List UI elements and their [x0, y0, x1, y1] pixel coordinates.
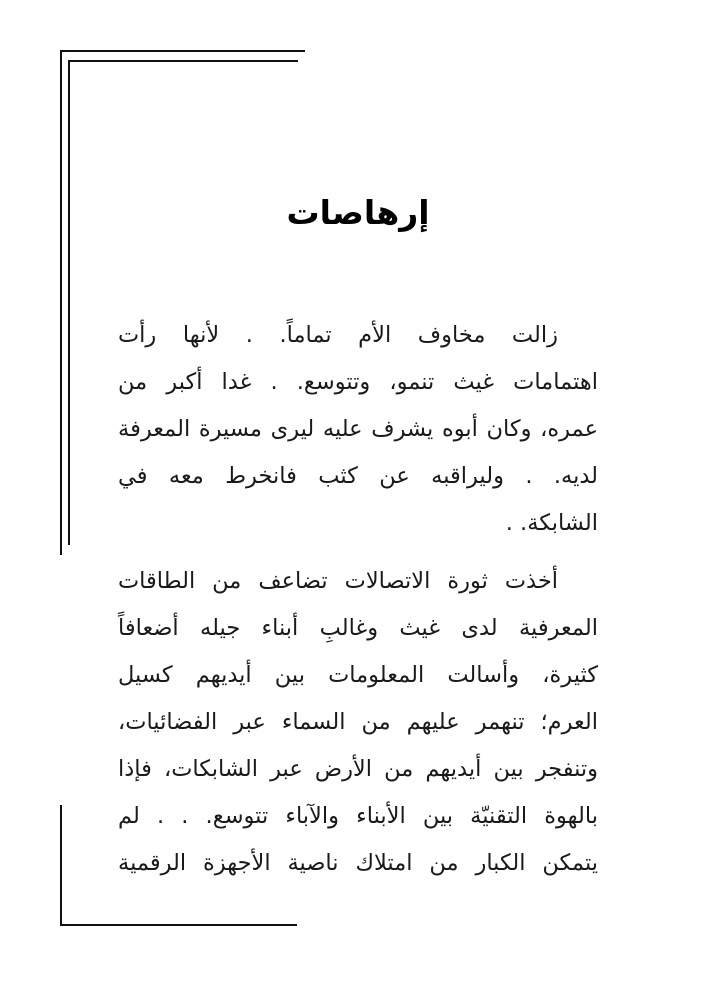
frame-top-outer-line	[60, 50, 305, 52]
paragraph-line: بالهوة التقنيّة بين الأبناء والآباء تتوسع. . . لم	[118, 803, 598, 829]
paragraph-line: اهتمامات غيث تنمو، وتتوسع. . غدا أكبر من	[118, 369, 598, 395]
paragraph-2	[118, 558, 598, 887]
paragraph-line: كثيرة، وأسالت المعلومات بين أيديهم كسيل	[118, 662, 598, 688]
paragraph-line: وتنفجر بين أيديهم من الأرض عبر الشابكات، فإذا	[118, 756, 598, 782]
frame-left-inner-line	[68, 60, 70, 545]
paragraph-line: يتمكن الكبار من امتلاك ناصية الأجهزة الرقمية	[118, 850, 598, 876]
paragraph-line: لديه. . وليراقبه عن كثب فانخرط معه في	[118, 463, 598, 489]
paragraph-line: المعرفية لدى غيث وغالبِ أبناء جيله أضعافاً	[118, 615, 598, 641]
frame-bottom-left-vertical-line	[60, 805, 62, 926]
paragraph-line: العرم؛ تنهمر عليهم من السماء عبر الفضائيات،	[118, 709, 598, 735]
paragraph-line: عمره، وكان أبوه يشرف عليه ليرى مسيرة المعرفة	[118, 416, 598, 442]
page-title: إرهاصات	[286, 193, 430, 232]
frame-top-inner-line	[68, 60, 298, 62]
paragraph-line: أخذت ثورة الاتصالات تضاعف من الطاقات	[118, 568, 558, 594]
paragraph-line: زالت مخاوف الأم تماماً. . لأنها رأت	[118, 322, 558, 348]
frame-left-outer-line	[60, 50, 62, 555]
paragraph-line: الشابكة. .	[505, 510, 598, 536]
frame-bottom-line	[60, 924, 297, 926]
paragraph-1	[118, 312, 598, 547]
